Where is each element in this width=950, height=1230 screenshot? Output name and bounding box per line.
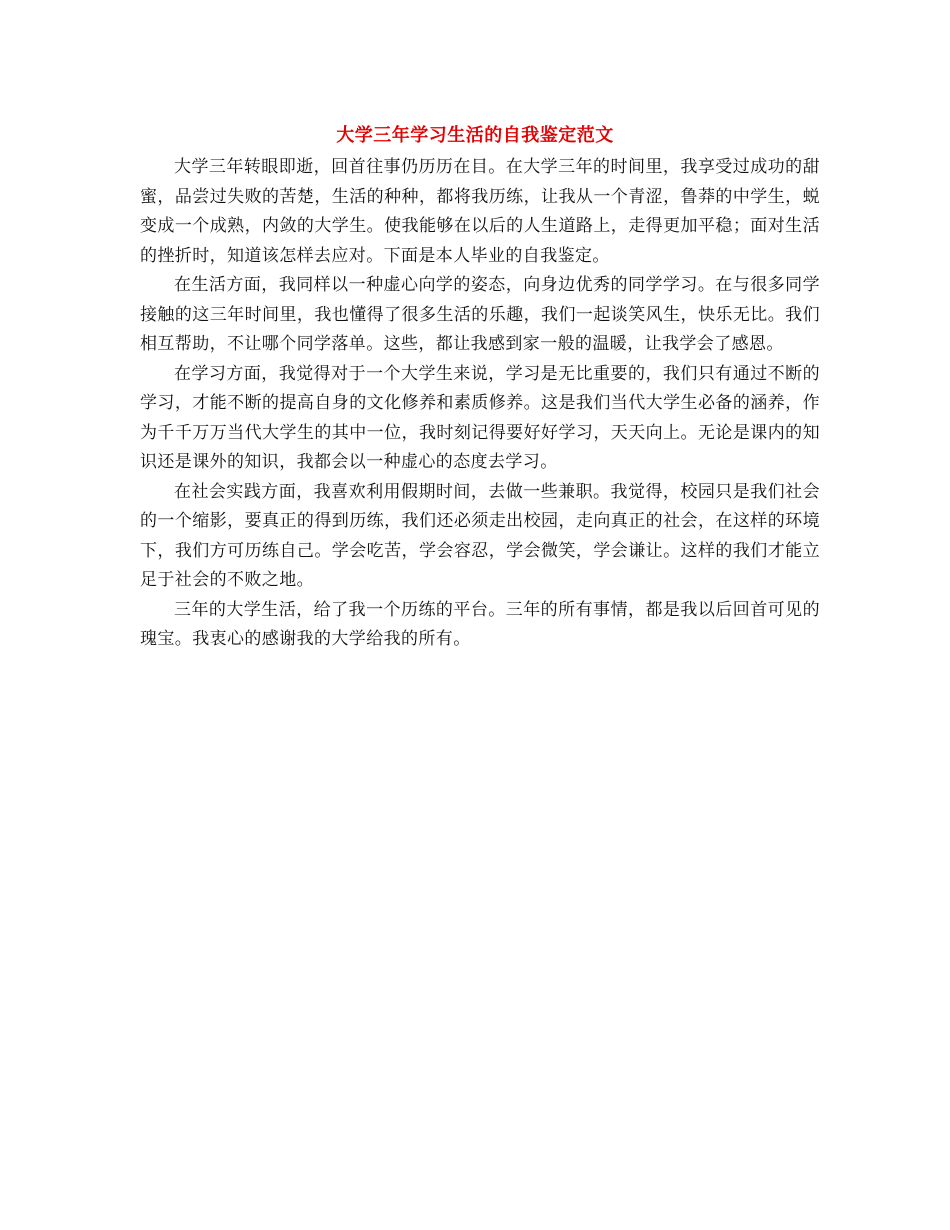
paragraph-social-practice: 在社会实践方面，我喜欢利用假期时间，去做一些兼职。我觉得，校园只是我们社会的一个缩影，要真正的得到历练，我们还必须走出校园，走向真正的社会，在这样的环境下，我们方可历练自己。学会吃苦，学会容忍，学会微笑，学会谦让。这样的我们才能立足于社会的不败之地。	[140, 481, 820, 590]
paragraph-conclusion: 三年的大学生活，给了我一个历练的平台。三年的所有事情，都是我以后回首可见的瑰宝。我衷心的感谢我的大学给我的所有。	[140, 599, 820, 649]
paragraph-study: 在学习方面，我觉得对于一个大学生来说，学习是无比重要的，我们只有通过不断的学习，才能不断的提高自身的文化修养和素质修养。这是我们当代大学生必备的涵养，作为千千万万当代大学生的其中一位，我时刻记得要好好学习，天天向上。无论是课内的知识还是课外的知识，我都会以一种虚心的态度去学习。	[140, 363, 820, 472]
document-title: 大学三年学习生活的自我鉴定范文	[336, 125, 614, 146]
paragraph-life: 在生活方面，我同样以一种虚心向学的姿态，向身边优秀的同学学习。在与很多同学接触的这三年时间里，我也懂得了很多生活的乐趣，我们一起谈笑风生，快乐无比。我们相互帮助，不让哪个同学落单。这些，都让我感到家一般的温暖，让我学会了感恩。	[140, 275, 820, 354]
paragraph-intro: 大学三年转眼即逝，回首往事仍历历在目。在大学三年的时间里，我享受过成功的甜蜜，品尝过失败的苦楚，生活的种种，都将我历练，让我从一个青涩，鲁莽的中学生，蜕变成一个成熟，内敛的大学生。使我能够在以后的人生道路上，走得更加平稳；面对生活的挫折时，知道该怎样去应对。下面是本人毕业的自我鉴定。	[140, 157, 820, 266]
document-body	[140, 153, 820, 655]
